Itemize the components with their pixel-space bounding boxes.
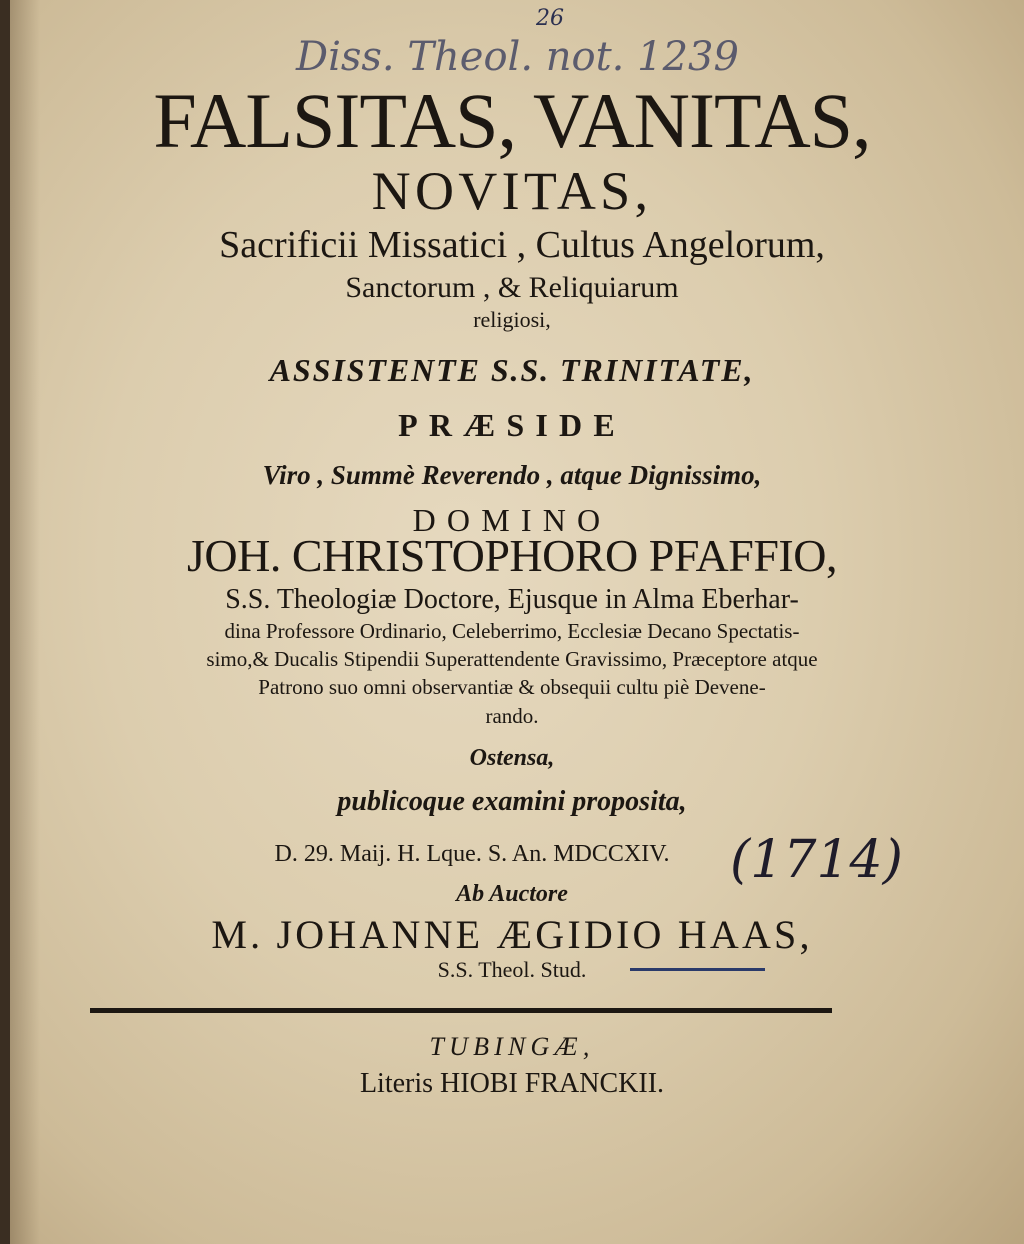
title-line-4: Sanctorum , & Reliquiarum <box>345 271 679 304</box>
author-line: M. JOHANNE ÆGIDIO HAAS, <box>211 912 813 957</box>
imprint-place: TUBINGÆ, <box>429 1032 595 1061</box>
praeside-line: PRÆSIDE <box>398 407 626 443</box>
title-line-2: NOVITAS, <box>371 161 653 221</box>
imprint-printer: Literis HIOBI FRANCKII. <box>359 1068 665 1099</box>
praeses-title-2: dina Professore Ordinario, Celeberrimo, Ecclesiæ Decano Spectatis- <box>224 619 800 643</box>
title-line-1: FALSITAS, VANITAS, <box>153 77 871 164</box>
praeses-title-3: simo,& Ducalis Stipendii Superattendente Gravissimo, Præceptore atque <box>206 647 818 671</box>
praeses-title-5: rando. <box>485 704 539 728</box>
viro-line: Viro , Summè Reverendo , atque Dignissimo, <box>262 460 762 490</box>
publicoque-line: publicoque examini proposita, <box>337 786 687 817</box>
date-annotation: (1714) <box>730 830 903 890</box>
praeses-title-4: Patrono suo omni observantiæ & obsequii cultu piè Devene- <box>258 675 766 699</box>
ink-underline <box>630 968 765 971</box>
ab-auctore-line: Ab Auctore <box>456 881 568 907</box>
title-line-3: Sacrificii Missatici , Cultus Angelorum, <box>219 224 825 266</box>
ostensa-line: Ostensa, <box>469 745 555 771</box>
assistente-line: ASSISTENTE S.S. TRINITATE, <box>269 352 755 388</box>
author-title: S.S. Theol. Stud. <box>437 957 587 982</box>
shelfmark-annotation: Diss. Theol. not. 1239 <box>296 34 739 80</box>
horizontal-rule <box>90 1008 832 1013</box>
domino-line: DOMINO <box>412 502 612 538</box>
praeses-name: JOH. CHRISTOPHORO PFAFFIO, <box>187 530 837 581</box>
praeses-title-1: S.S. Theologiæ Doctore, Ejusque in Alma Eberhar- <box>225 584 799 615</box>
date-line: D. 29. Maij. H. Lque. S. An. MDCCXIV. <box>274 841 670 867</box>
page-number: 26 <box>536 6 564 31</box>
title-line-5: religiosi, <box>473 307 551 332</box>
